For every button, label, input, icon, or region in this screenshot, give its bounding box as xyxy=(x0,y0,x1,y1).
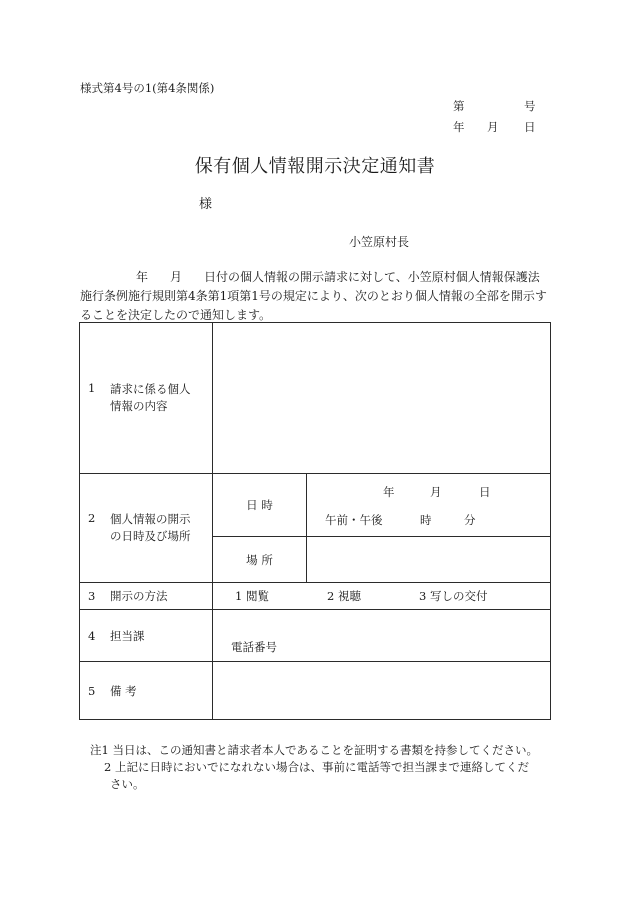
row3-label xyxy=(80,583,213,610)
method-options xyxy=(213,583,551,610)
row3-number: 3 xyxy=(88,589,96,603)
datetime-year: 年 xyxy=(383,485,395,499)
row5-label xyxy=(80,662,213,720)
datetime-day: 日 xyxy=(479,485,491,499)
row1-value-cell[interactable] xyxy=(213,323,551,474)
document-number-suffix: 号 xyxy=(524,99,536,113)
notice-body xyxy=(80,268,550,325)
row2-label xyxy=(80,474,213,583)
issue-date-day: 日 xyxy=(524,120,536,134)
method-option-listen[interactable]: 2 視聴 xyxy=(327,589,361,603)
document-number-prefix: 第 xyxy=(453,99,465,113)
tel-label: 電話番号 xyxy=(231,640,277,654)
method-option-copy[interactable]: 3 写しの交付 xyxy=(419,589,488,603)
table-row-method xyxy=(80,583,551,610)
table-row-remarks xyxy=(80,662,551,720)
row3-label-text: 開示の方法 xyxy=(110,589,168,603)
row1-label xyxy=(80,323,213,474)
document-title: 保有個人情報開示決定通知書 xyxy=(194,156,436,177)
body-text: 日付の個人情報の開示請求に対して、小笠原村個人情報保護法施行条例施行規則第4条第1項第1号の規定により、次のとおり個人情報の全部を開示することを決定したので通知します。 xyxy=(80,270,547,322)
issue-date-month: 月 xyxy=(487,120,499,134)
datetime-hour: 時 xyxy=(420,513,432,527)
addressee-honorific: 様 xyxy=(199,197,213,212)
place-label: 場 所 xyxy=(213,537,307,583)
decision-table xyxy=(79,322,551,720)
place-value-cell[interactable] xyxy=(307,537,551,583)
row2-number: 2 xyxy=(88,511,96,525)
note-1: 注1 当日は、この通知書と請求者本人であることを証明する書類を持参してください。 xyxy=(90,743,538,757)
row1-label-line1: 請求に係る個人 xyxy=(110,382,191,396)
row2-label-line1: 個人情報の開示 xyxy=(110,512,191,526)
row4-number: 4 xyxy=(88,628,96,643)
body-month: 月 xyxy=(170,270,183,284)
row1-label-line2: 情報の内容 xyxy=(110,399,168,413)
row1-number: 1 xyxy=(88,381,96,395)
method-option-view[interactable]: 1 閲覧 xyxy=(235,589,269,603)
row4-label xyxy=(80,610,213,662)
row2-label-line2: の日時及び場所 xyxy=(110,529,191,543)
datetime-label: 日 時 xyxy=(213,474,307,537)
row4-label-text: 担当課 xyxy=(110,628,145,643)
remarks-value-cell[interactable] xyxy=(213,662,551,720)
table-row-content xyxy=(80,323,551,474)
issue-date-year: 年 xyxy=(453,120,465,134)
note-2-continued: さい。 xyxy=(110,777,145,791)
datetime-ampm: 午前・午後 xyxy=(325,513,383,527)
table-row-department xyxy=(80,610,551,662)
issuer-name: 小笠原村長 xyxy=(349,235,410,249)
form-number: 様式第4号の1(第4条関係) xyxy=(80,81,215,95)
notes-section xyxy=(90,742,560,793)
row5-number: 5 xyxy=(88,683,96,698)
row5-label-text: 備 考 xyxy=(110,683,137,698)
note-2: 2 上記に日時においでになれない場合は、事前に電話等で担当課まで連絡してくだ xyxy=(104,760,529,774)
department-value-cell[interactable] xyxy=(213,610,551,662)
body-year: 年 xyxy=(136,270,149,284)
table-row-datetime xyxy=(80,474,551,537)
datetime-minute: 分 xyxy=(464,513,476,527)
datetime-value-cell[interactable] xyxy=(307,474,551,537)
datetime-month: 月 xyxy=(430,485,442,499)
